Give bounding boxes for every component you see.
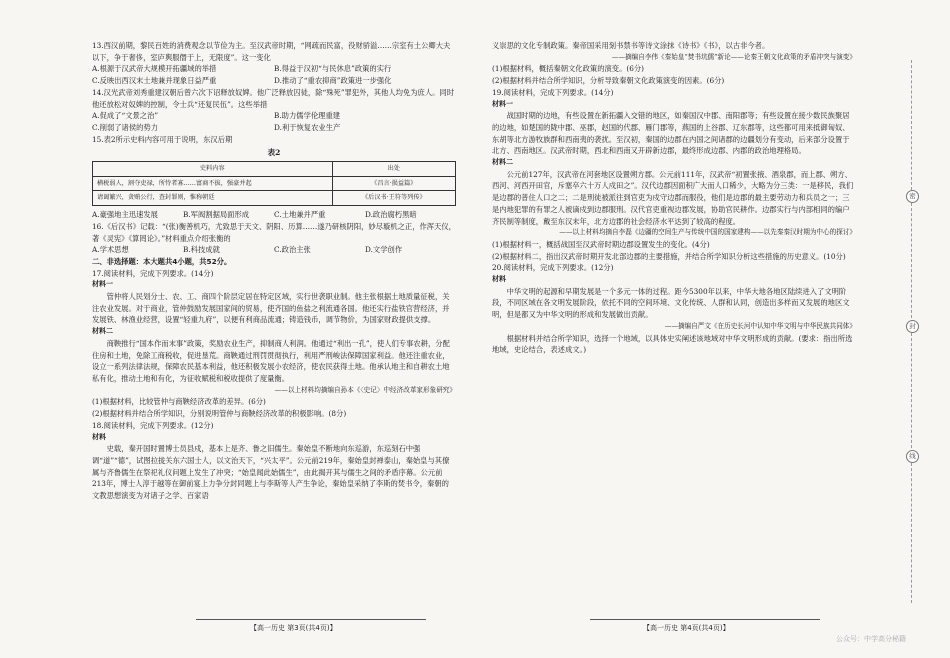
material-text: 中华文明的起源和早期发展是一个多元一体的过程。距今5300年以来，中华大地各地区陆续进入了文明阶段，不同区域在各文明发展阶段，依托不同的空间环境、文化传统、人群和认同，创造出多样而又发展的地区文明，但是都又为中华文明的形成和发展做出贡献。 <box>492 286 850 320</box>
option: B.科技成就 <box>183 245 220 255</box>
binding-line <box>911 463 912 603</box>
section-heading: 二、非选择题：本大题共4小题，共52分。 <box>92 256 232 266</box>
material-label: 材料二 <box>492 158 513 167</box>
binding-mark: 密 <box>906 190 919 203</box>
material-text: 商鞅推行“国本作而末事”政策，奖励农业生产，抑制商人利润。他通过“利出一孔”，使人们专事农耕，分配住房和土地，免除工商税收，促进垦荒。商鞅通过刑罚贯彻执行，利用严刑峻法保障国家利益。他还注重农业，设立一系列法律法规，保障农民基本利益，他还积极发展小农经济，使农民获得土地。他承认地主和自耕农土地私有化，推动土地和有化，为征收赋税和税收提供了度量衡。 <box>92 338 450 383</box>
binding-mark: 封 <box>906 320 919 333</box>
material-source: ——摘编自严文《在历史长河中认知中华文明与中华民族共同体》 <box>664 321 856 330</box>
option: B.军阀割据局面形成 <box>183 210 250 220</box>
option: D.推动了“重农抑商”政策进一步强化 <box>274 76 392 86</box>
table-caption: 表2 <box>267 148 281 158</box>
material-text: 史载，秦开国时置博士员县戍，基本上是齐、鲁之旧儒生。秦始皇不断地向东巡游，东巡刻石中强调“道”“德”，试图拉拢关东六国士人，以文治天下，“兴太平”。公元前219年，秦始皇封禅泰山，秦始皇与其僚属与齐鲁儒生在祭祀礼仪问题上发生了冲突；“始皇闻此始儒生”，由此揭开其与儒生之间的矛盾序幕。公元前213年，博士人淳于越等在御前宴上力争分封同题上与李斯等人产生争论，秦始皇采纳了李斯的焚书令，秦朝的文教思想演变为对诸子之学、百家语 <box>92 444 450 501</box>
page-footer-left: 【高一历史 第3页(共4页)】 <box>250 624 337 632</box>
watermark: 公众号：中学高分秘籍 <box>836 635 906 643</box>
material-label: 材料一 <box>92 280 113 289</box>
option: C.削弱了诸侯的势力 <box>92 122 159 132</box>
question-16: 16.《后汉书》记载：“(张)衡善机巧，尤致思于天文、阴阳、历算……遂乃研核阴阳，妙尽璇机之正，作浑天仪，著《灵宪》《算罔论》。”材料重点介绍张衡的 <box>92 221 456 243</box>
requirement: (2)根据材料二，指出汉武帝时期开发北部边郡的主要措施，并结合所学知识分析这些措施的历史意义。(10分) <box>492 251 846 261</box>
material-source: ——以上材料均摘编自孙本《〈史记〉中经济改革家形象研究》 <box>274 385 456 394</box>
option: A.豪强地主迅速发展 <box>92 210 158 220</box>
option: D.利于恢复农业生产 <box>274 122 341 132</box>
table-header-cell: 史料内容 <box>93 162 333 177</box>
table-header-row <box>93 162 456 177</box>
footer-rule <box>196 619 426 620</box>
requirement: (1)根据材料，比较管仲与商鞅经济改革的差异。(6分) <box>92 397 266 407</box>
material-text: 战国时期的边地，有些设置在新拓疆入交错的地区，如秦国汉中郡、南阳郡等；有些设置在接少数民族聚居的边地，如楚国的陇中郡、巫郡，赵国的代郡、雁门郡等，燕国的上谷郡、辽东郡等，这些都可用来抵御匈奴、东胡等北方游牧族群和西南夷的袭扰。至汉初，秦国的边郡在内国之间诸郡的边疆划分有变动，后来部分设置于北方、西南地区。汉武帝时期，西北和西南又开辟新边郡，最终形成边郡、内郡的政治地理格局。 <box>492 111 850 156</box>
table-cell: 《昌言·损益篇》 <box>332 176 455 191</box>
option: A.学术思想 <box>92 245 129 255</box>
question-14-options <box>92 122 456 134</box>
requirement: (1)根据材料一，概括战国至汉武帝时期边郡设置发生的变化。(4分) <box>492 239 710 249</box>
material-text: 公元前127年，汉武帝在河套地区设置朔方郡。公元前111年，汉武帝“初置张掖、酒泉郡，而上郡、朔方、西河、河西开田官，斥塞卒六十万人戍田之”。汉代边郡因面积广大而人口稀少，大略为分三类：一是移民，我们是边郡的普住人口之二；二是刑徒被派往到官吏为戍守边郡而服役，他们是边郡的最主要劳动力和兵员之一；三是内地犯罪的有罪之人被谪戍到边郡服刑。汉代官吏重视边郡发展，协助官民耕作。边郡实行与内部相同的编户齐民制等制度，戴至东汉末年，北方边郡的社会经济水平达到了较高的程度。 <box>492 169 854 226</box>
binding-line <box>911 60 912 190</box>
requirement: (2)根据材料并结合所学知识，分析导致秦朝文化政策演变的因素。(6分) <box>492 76 725 86</box>
table-row <box>93 176 456 191</box>
table-header-cell: 出处 <box>332 162 455 177</box>
material-text: 管仲将人民划分士、农、工、商四个阶层定居在特定区域，实行世袭职业制。他主张根据土地质量征税，关注农业发展。对于商业，管仲鼓励发展国家间的贸易，使齐国的鱼盐之利流通各国。他还实行盐铁官营经济，并发展铁、林渔业经营，设置“轻重九府”，以便有利商品流通；铸造钱币，调节物价，为国家财政提供支撑。 <box>92 292 450 325</box>
option: C.政治主张 <box>274 245 311 255</box>
question-15: 15.表2所示史料内容可用于说明，东汉后期 <box>92 134 233 144</box>
question-13: 13.西汉前期，黎民百姓的消费观念以节俭为主。至汉武帝时期，“网疏而民富，役财骄溢……宗室有土公卿大夫以下，争于奢侈，室庐舆服僭于上，无限度”。这一变化 <box>92 41 451 62</box>
material-label: 材料二 <box>92 327 113 336</box>
material-label: 材料 <box>92 432 106 441</box>
option: B.助力儒学伦理重建 <box>274 111 341 121</box>
question-19: 19.阅读材料，完成下列要求。(14分) <box>492 87 614 97</box>
page-3-column <box>92 40 456 502</box>
table-cell: 横税弱人，割夺吏禄，所恃者寡……富商不拔，强豪并起 <box>93 176 333 191</box>
binding-line <box>911 333 912 448</box>
question-17: 17.阅读材料，完成下列要求。(14分) <box>92 268 214 278</box>
question-13-options <box>92 75 456 87</box>
table-row <box>93 191 456 206</box>
binding-mark: 线 <box>906 450 919 463</box>
option: C.反映出西汉末土地兼并现象日益严重 <box>92 76 217 86</box>
question-18: 18.阅读材料，完成下列要求。(12分) <box>92 420 214 430</box>
option: D.文学创作 <box>365 245 403 255</box>
binding-line <box>911 203 912 318</box>
option: C.土地兼并严重 <box>274 210 326 220</box>
option: A.根源于汉武帝大规模开拓疆域的举措 <box>92 64 217 74</box>
question-15-options <box>92 209 456 221</box>
material-label: 材料一 <box>492 99 513 108</box>
page-footer-right: 【高一历史 第4页(共4页)】 <box>643 624 730 632</box>
source-table <box>92 161 456 206</box>
question-20: 20.阅读材料，完成下列要求。(12分) <box>492 263 614 273</box>
requirement: (1)根据材料，概括秦朝文化政策的演变。(6分) <box>492 64 645 74</box>
question-14-options <box>92 110 456 122</box>
page-4-column <box>492 40 856 356</box>
material-label: 材料 <box>492 275 506 284</box>
requirement: 根据材料并结合所学知识，选择一个地域，以具体史实阐述该地域对中华文明形成的贡献。(要求：指出所选地域，史论结合，表述成文。) <box>492 333 853 355</box>
option: D.政治腐朽黑暗 <box>365 210 417 220</box>
footer-rule <box>590 619 820 620</box>
question-13-options <box>92 63 456 75</box>
option: A.促成了“文景之治” <box>92 111 159 121</box>
requirement: (2)根据材料并结合所学知识，分别说明管仲与商鞅经济改革的积极影响。(8分) <box>92 409 347 419</box>
material-source: ——以上材料均摘自李磊《边疆的空间生产与传统中国的国家建构——以先秦秦汉时期为中心的探讨》 <box>559 228 856 237</box>
material-text: 义崇思的文化专制政策。秦帝国采用刻书禁书等诗文涂抹《诗书》《书》，以古非今者。 <box>492 41 770 50</box>
question-14: 14.汉光武帝刘秀重建汉朝后曾六次下诏释放奴婢。他广泛释放囚徒，除“殊死”罪犯外，其他人均免为庶人。同时他还放松对奴婢的控制，令士兵“还复民伍”。这些举措 <box>92 87 455 109</box>
table-cell: 请谒繁兴，贪贿公行，查封罪则，惟称朝廷 <box>93 191 333 206</box>
option: B.得益于汉初“与民休息”政策的实行 <box>274 64 392 74</box>
question-16-options <box>92 244 456 256</box>
material-source: ——摘编自李伟《秦始皇“焚书坑儒”新论——论秦王朝文化政策的矛盾冲突与演变》 <box>611 52 856 61</box>
table-cell: 《后汉书·王符等列传》 <box>332 191 455 206</box>
